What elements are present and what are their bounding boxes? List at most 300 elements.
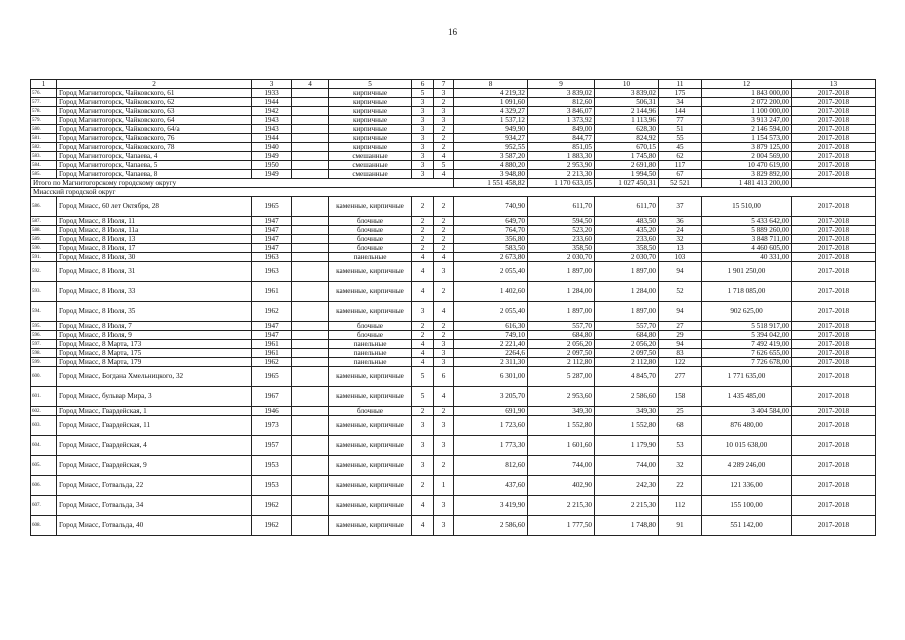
table-row	[31, 116, 876, 125]
year-cell: 1953	[252, 476, 292, 496]
table-row	[31, 89, 876, 98]
cost-cell: 1 901 250,00	[702, 262, 792, 282]
wall-material-cell: смешанные	[329, 161, 412, 170]
period-cell: 2017-2018	[792, 416, 876, 436]
empty-cell	[292, 98, 329, 107]
wall-material-cell: блочные	[329, 322, 412, 331]
residents-cell: 45	[659, 143, 702, 152]
empty-cell	[292, 349, 329, 358]
residents-cell: 52 521	[659, 179, 702, 188]
row-number-cell: 588.	[31, 226, 57, 235]
private-area-cell: 824,92	[595, 134, 659, 143]
total-area-cell: 934,27	[454, 134, 528, 143]
cost-cell: 10 015 638,00	[702, 436, 792, 456]
year-cell: 1961	[252, 349, 292, 358]
total-area-cell: 2 221,40	[454, 340, 528, 349]
living-area-cell: 2 953,60	[528, 387, 595, 407]
address-cell: Город Миасс, Готвальда, 40	[57, 516, 252, 536]
wall-material-cell: каменные, кирпичные	[329, 197, 412, 217]
cost-cell: 1 481 413 200,00	[702, 179, 792, 188]
address-cell: Город Магнитогорск, Чайковского, 63	[57, 107, 252, 116]
entrances-cell: 3	[434, 116, 454, 125]
entrances-cell: 2	[434, 134, 454, 143]
entrances-cell: 2	[434, 217, 454, 226]
empty-cell	[292, 107, 329, 116]
address-cell: Город Миасс, 8 Июля, 35	[57, 302, 252, 322]
floors-cell: 4	[412, 516, 434, 536]
column-header: 1	[31, 80, 57, 89]
row-number-cell: 576.	[31, 89, 57, 98]
total-area-cell: 952,55	[454, 143, 528, 152]
year-cell: 1933	[252, 89, 292, 98]
private-area-cell: 611,70	[595, 197, 659, 217]
column-header: 9	[528, 80, 595, 89]
year-cell: 1962	[252, 358, 292, 367]
entrances-cell: 3	[434, 496, 454, 516]
living-area-cell: 1 170 633,05	[528, 179, 595, 188]
address-cell: Город Миасс, 8 Июля, 7	[57, 322, 252, 331]
empty-cell	[292, 125, 329, 134]
total-area-cell: 764,70	[454, 226, 528, 235]
living-area-cell: 2 213,30	[528, 170, 595, 179]
row-number-cell: 597.	[31, 340, 57, 349]
residents-cell: 77	[659, 116, 702, 125]
period-cell: 2017-2018	[792, 125, 876, 134]
entrances-cell: 3	[434, 262, 454, 282]
total-area-cell: 2 055,40	[454, 262, 528, 282]
row-number-cell: 579.	[31, 116, 57, 125]
empty-cell	[292, 496, 329, 516]
wall-material-cell: кирпичные	[329, 125, 412, 134]
floors-cell: 5	[412, 387, 434, 407]
period-cell: 2017-2018	[792, 282, 876, 302]
living-area-cell: 5 287,00	[528, 367, 595, 387]
section-row	[31, 188, 876, 197]
cost-cell: 902 625,00	[702, 302, 792, 322]
row-number-cell: 606.	[31, 476, 57, 496]
address-cell: Город Магнитогорск, Чапаева, 4	[57, 152, 252, 161]
floors-cell: 2	[412, 476, 434, 496]
address-cell: Город Магнитогорск, Чапаева, 8	[57, 170, 252, 179]
cost-cell: 155 100,00	[702, 496, 792, 516]
residents-cell: 94	[659, 262, 702, 282]
entrances-cell: 2	[434, 322, 454, 331]
entrances-cell: 5	[434, 161, 454, 170]
table-row	[31, 331, 876, 340]
private-area-cell: 3 839,02	[595, 89, 659, 98]
row-number-cell: 593.	[31, 282, 57, 302]
wall-material-cell: каменные, кирпичные	[329, 262, 412, 282]
period-cell: 2017-2018	[792, 116, 876, 125]
row-number-cell: 578.	[31, 107, 57, 116]
private-area-cell: 349,30	[595, 407, 659, 416]
table-row	[31, 244, 876, 253]
residents-cell: 52	[659, 282, 702, 302]
address-cell: Город Миасс, 8 Марта, 173	[57, 340, 252, 349]
cost-cell: 2 004 569,00	[702, 152, 792, 161]
residents-cell: 117	[659, 161, 702, 170]
address-cell: Город Магнитогорск, Чайковского, 64	[57, 116, 252, 125]
living-area-cell: 3 839,02	[528, 89, 595, 98]
wall-material-cell: панельные	[329, 253, 412, 262]
private-area-cell: 2 215,30	[595, 496, 659, 516]
period-cell: 2017-2018	[792, 322, 876, 331]
address-cell: Город Миасс, 8 Марта, 179	[57, 358, 252, 367]
table-row	[31, 125, 876, 134]
wall-material-cell: каменные, кирпичные	[329, 436, 412, 456]
entrances-cell: 2	[434, 282, 454, 302]
year-cell: 1947	[252, 322, 292, 331]
private-area-cell: 2 112,80	[595, 358, 659, 367]
living-area-cell: 402,90	[528, 476, 595, 496]
entrances-cell: 4	[434, 302, 454, 322]
entrances-cell: 3	[434, 89, 454, 98]
cost-cell: 4 460 605,00	[702, 244, 792, 253]
residents-cell: 68	[659, 416, 702, 436]
private-area-cell: 506,31	[595, 98, 659, 107]
year-cell: 1962	[252, 496, 292, 516]
column-header: 12	[702, 80, 792, 89]
address-cell: Город Миасс, 8 Июля, 9	[57, 331, 252, 340]
cost-cell: 2 072 200,00	[702, 98, 792, 107]
table-row	[31, 407, 876, 416]
table-row	[31, 152, 876, 161]
living-area-cell: 2 056,20	[528, 340, 595, 349]
address-cell: Город Магнитогорск, Чайковского, 62	[57, 98, 252, 107]
wall-material-cell: каменные, кирпичные	[329, 282, 412, 302]
address-cell: Город Магнитогорск, Чайковского, 78	[57, 143, 252, 152]
empty-cell	[292, 436, 329, 456]
empty-cell	[292, 116, 329, 125]
address-cell: Город Миасс, 8 Июля, 13	[57, 235, 252, 244]
column-header: 5	[329, 80, 412, 89]
total-label-cell: Итого по Магнитогорскому городскому округу	[31, 179, 454, 188]
cost-cell: 3 879 125,00	[702, 143, 792, 152]
private-area-cell: 2 691,80	[595, 161, 659, 170]
floors-cell: 2	[412, 197, 434, 217]
living-area-cell: 1 601,60	[528, 436, 595, 456]
floors-cell: 2	[412, 407, 434, 416]
table-row	[31, 253, 876, 262]
living-area-cell: 851,05	[528, 143, 595, 152]
living-area-cell: 1 777,50	[528, 516, 595, 536]
living-area-cell: 1 284,00	[528, 282, 595, 302]
residents-cell: 22	[659, 476, 702, 496]
total-area-cell: 2 586,60	[454, 516, 528, 536]
private-area-cell: 1 284,00	[595, 282, 659, 302]
empty-cell	[292, 322, 329, 331]
floors-cell: 3	[412, 456, 434, 476]
year-cell: 1965	[252, 367, 292, 387]
cost-cell: 7 726 678,00	[702, 358, 792, 367]
empty-cell	[292, 89, 329, 98]
table-row	[31, 496, 876, 516]
row-number-cell: 608.	[31, 516, 57, 536]
period-cell: 2017-2018	[792, 143, 876, 152]
empty-cell	[292, 170, 329, 179]
floors-cell: 2	[412, 226, 434, 235]
period-cell: 2017-2018	[792, 161, 876, 170]
total-area-cell: 1 773,30	[454, 436, 528, 456]
cost-cell: 10 470 619,00	[702, 161, 792, 170]
floors-cell: 3	[412, 143, 434, 152]
wall-material-cell: кирпичные	[329, 98, 412, 107]
year-cell: 1943	[252, 116, 292, 125]
wall-material-cell: кирпичные	[329, 143, 412, 152]
living-area-cell: 358,50	[528, 244, 595, 253]
total-area-cell: 1 551 458,82	[454, 179, 528, 188]
cost-cell: 876 480,00	[702, 416, 792, 436]
year-cell: 1949	[252, 170, 292, 179]
private-area-cell: 2 056,20	[595, 340, 659, 349]
empty-cell	[792, 179, 876, 188]
floors-cell: 5	[412, 89, 434, 98]
residents-cell: 122	[659, 358, 702, 367]
column-header: 6	[412, 80, 434, 89]
year-cell: 1944	[252, 98, 292, 107]
floors-cell: 3	[412, 302, 434, 322]
wall-material-cell: каменные, кирпичные	[329, 367, 412, 387]
year-cell: 1962	[252, 302, 292, 322]
total-area-cell: 949,90	[454, 125, 528, 134]
floors-cell: 3	[412, 125, 434, 134]
row-number-cell: 607.	[31, 496, 57, 516]
private-area-cell: 1 897,00	[595, 302, 659, 322]
living-area-cell: 611,70	[528, 197, 595, 217]
table-row	[31, 476, 876, 496]
cost-cell: 1 154 573,00	[702, 134, 792, 143]
wall-material-cell: панельные	[329, 349, 412, 358]
row-number-cell: 581.	[31, 134, 57, 143]
table-row	[31, 436, 876, 456]
address-cell: Город Миасс, 8 Марта, 175	[57, 349, 252, 358]
cost-cell: 5 518 917,00	[702, 322, 792, 331]
empty-cell	[292, 387, 329, 407]
living-area-cell: 594,50	[528, 217, 595, 226]
section-title-cell: Миасский городской округ	[31, 188, 876, 197]
residents-cell: 25	[659, 407, 702, 416]
cost-cell: 3 829 892,00	[702, 170, 792, 179]
living-area-cell: 844,77	[528, 134, 595, 143]
residents-cell: 175	[659, 89, 702, 98]
residents-cell: 83	[659, 349, 702, 358]
row-number-cell: 577.	[31, 98, 57, 107]
private-area-cell: 242,30	[595, 476, 659, 496]
total-area-cell: 4 329,27	[454, 107, 528, 116]
period-cell: 2017-2018	[792, 516, 876, 536]
empty-cell	[292, 253, 329, 262]
address-cell: Город Миасс, 8 Июля, 33	[57, 282, 252, 302]
residents-cell: 27	[659, 322, 702, 331]
residents-cell: 103	[659, 253, 702, 262]
residents-cell: 53	[659, 436, 702, 456]
address-cell: Город Миасс, Гвардейская, 11	[57, 416, 252, 436]
living-area-cell: 2 953,90	[528, 161, 595, 170]
cost-cell: 3 913 247,00	[702, 116, 792, 125]
period-cell: 2017-2018	[792, 358, 876, 367]
entrances-cell: 2	[434, 125, 454, 134]
residents-cell: 144	[659, 107, 702, 116]
year-cell: 1961	[252, 340, 292, 349]
wall-material-cell: кирпичные	[329, 134, 412, 143]
floors-cell: 3	[412, 107, 434, 116]
residents-cell: 67	[659, 170, 702, 179]
empty-cell	[292, 282, 329, 302]
table-row	[31, 170, 876, 179]
entrances-cell: 4	[434, 253, 454, 262]
table-row	[31, 302, 876, 322]
address-cell: Город Миасс, Готвальда, 34	[57, 496, 252, 516]
residents-cell: 32	[659, 456, 702, 476]
empty-cell	[292, 302, 329, 322]
residents-cell: 158	[659, 387, 702, 407]
address-cell: Город Миасс, 8 Июля, 11а	[57, 226, 252, 235]
address-cell: Город Миасс, Богдана Хмельницкого, 32	[57, 367, 252, 387]
floors-cell: 4	[412, 349, 434, 358]
residents-cell: 37	[659, 197, 702, 217]
cost-cell: 2 146 594,00	[702, 125, 792, 134]
floors-cell: 3	[412, 170, 434, 179]
address-cell: Город Миасс, 60 лет Октября, 28	[57, 197, 252, 217]
period-cell: 2017-2018	[792, 134, 876, 143]
page-number: 16	[448, 27, 457, 37]
row-number-cell: 600.	[31, 367, 57, 387]
address-cell: Город Миасс, 8 Июля, 31	[57, 262, 252, 282]
row-number-cell: 602.	[31, 407, 57, 416]
floors-cell: 3	[412, 416, 434, 436]
wall-material-cell: каменные, кирпичные	[329, 416, 412, 436]
year-cell: 1944	[252, 134, 292, 143]
table-row	[31, 387, 876, 407]
period-cell: 2017-2018	[792, 496, 876, 516]
total-area-cell: 356,80	[454, 235, 528, 244]
residents-cell: 55	[659, 134, 702, 143]
private-area-cell: 670,15	[595, 143, 659, 152]
period-cell: 2017-2018	[792, 407, 876, 416]
table-row	[31, 217, 876, 226]
empty-cell	[292, 358, 329, 367]
residents-cell: 112	[659, 496, 702, 516]
wall-material-cell: блочные	[329, 217, 412, 226]
total-area-cell: 3 948,80	[454, 170, 528, 179]
year-cell: 1947	[252, 217, 292, 226]
address-cell: Город Магнитогорск, Чайковского, 64/а	[57, 125, 252, 134]
cost-cell: 121 336,00	[702, 476, 792, 496]
year-cell: 1963	[252, 253, 292, 262]
living-area-cell: 3 846,07	[528, 107, 595, 116]
entrances-cell: 2	[434, 407, 454, 416]
address-cell: Город Миасс, Гвардейская, 4	[57, 436, 252, 456]
floors-cell: 2	[412, 244, 434, 253]
row-number-cell: 592.	[31, 262, 57, 282]
entrances-cell: 2	[434, 98, 454, 107]
empty-cell	[292, 217, 329, 226]
private-area-cell: 557,70	[595, 322, 659, 331]
period-cell: 2017-2018	[792, 456, 876, 476]
living-area-cell: 557,70	[528, 322, 595, 331]
period-cell: 2017-2018	[792, 253, 876, 262]
wall-material-cell: смешанные	[329, 170, 412, 179]
total-area-cell: 2 055,40	[454, 302, 528, 322]
year-cell: 1961	[252, 282, 292, 302]
table-row	[31, 226, 876, 235]
empty-cell	[292, 197, 329, 217]
row-number-cell: 599.	[31, 358, 57, 367]
period-cell: 2017-2018	[792, 349, 876, 358]
wall-material-cell: каменные, кирпичные	[329, 387, 412, 407]
residents-cell: 62	[659, 152, 702, 161]
period-cell: 2017-2018	[792, 197, 876, 217]
cost-cell: 5 889 260,00	[702, 226, 792, 235]
entrances-cell: 2	[434, 331, 454, 340]
floors-cell: 4	[412, 282, 434, 302]
row-number-cell: 585.	[31, 170, 57, 179]
entrances-cell: 4	[434, 170, 454, 179]
floors-cell: 2	[412, 331, 434, 340]
total-area-cell: 6 301,00	[454, 367, 528, 387]
entrances-cell: 3	[434, 107, 454, 116]
period-cell: 2017-2018	[792, 387, 876, 407]
empty-cell	[292, 456, 329, 476]
cost-cell: 1 843 000,00	[702, 89, 792, 98]
year-cell: 1947	[252, 226, 292, 235]
cost-cell: 7 492 419,00	[702, 340, 792, 349]
row-number-cell: 596.	[31, 331, 57, 340]
table-row	[31, 367, 876, 387]
total-area-cell: 1 537,12	[454, 116, 528, 125]
total-area-cell: 3 587,20	[454, 152, 528, 161]
wall-material-cell: блочные	[329, 244, 412, 253]
row-number-cell: 605.	[31, 456, 57, 476]
wall-material-cell: каменные, кирпичные	[329, 302, 412, 322]
total-area-cell: 583,50	[454, 244, 528, 253]
residents-cell: 277	[659, 367, 702, 387]
private-area-cell: 1 748,80	[595, 516, 659, 536]
address-cell: Город Магнитогорск, Чайковского, 61	[57, 89, 252, 98]
table-row	[31, 282, 876, 302]
floors-cell: 4	[412, 340, 434, 349]
row-number-cell: 594.	[31, 302, 57, 322]
entrances-cell: 3	[434, 416, 454, 436]
empty-cell	[292, 340, 329, 349]
residents-cell: 36	[659, 217, 702, 226]
living-area-cell: 2 097,50	[528, 349, 595, 358]
row-number-cell: 603.	[31, 416, 57, 436]
total-area-cell: 616,30	[454, 322, 528, 331]
period-cell: 2017-2018	[792, 436, 876, 456]
cost-cell: 40 331,00	[702, 253, 792, 262]
entrances-cell: 2	[434, 143, 454, 152]
empty-cell	[292, 152, 329, 161]
cost-cell: 15 510,00	[702, 197, 792, 217]
wall-material-cell: каменные, кирпичные	[329, 516, 412, 536]
floors-cell: 3	[412, 98, 434, 107]
private-area-cell: 2 097,50	[595, 349, 659, 358]
table-row	[31, 349, 876, 358]
living-area-cell: 684,80	[528, 331, 595, 340]
year-cell: 1940	[252, 143, 292, 152]
private-area-cell: 2 144,96	[595, 107, 659, 116]
table-row	[31, 134, 876, 143]
table-row	[31, 98, 876, 107]
living-area-cell: 1 883,30	[528, 152, 595, 161]
year-cell: 1973	[252, 416, 292, 436]
period-cell: 2017-2018	[792, 262, 876, 282]
floors-cell: 3	[412, 436, 434, 456]
wall-material-cell: блочные	[329, 331, 412, 340]
empty-cell	[292, 331, 329, 340]
address-cell: Город Миасс, Гвардейская, 1	[57, 407, 252, 416]
